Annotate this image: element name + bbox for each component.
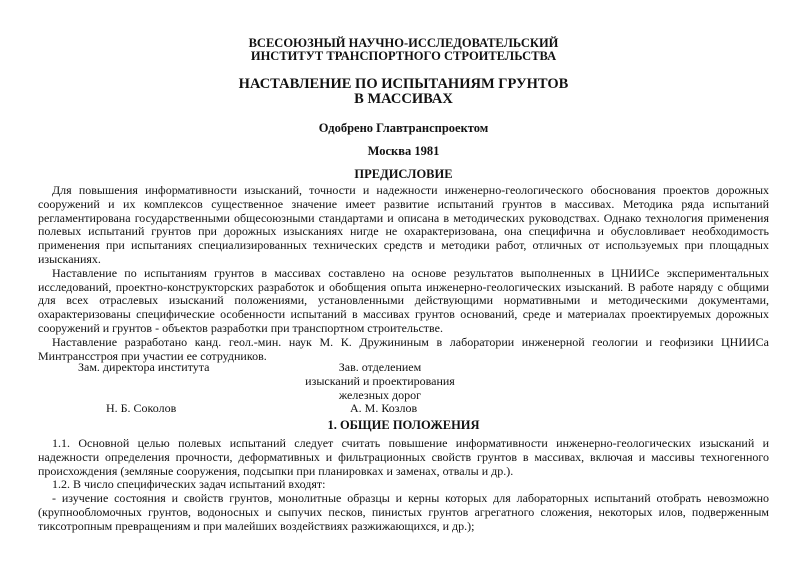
right-signatory-title: [300, 360, 460, 402]
section-body: [38, 437, 769, 534]
left-signatory-name: Н. Б. Соколов: [106, 401, 177, 415]
preface-paragraph-1: Для повышения информативности изысканий, точности и надежности инженерно-геологического обоснования проектов дорожных сооружений и их комплексов существенное значение имеет развитие испытаний грунтов в массивах. Методика ряда испытаний регламентирована государственными общесоюзными стандартами и описана в методических руководствах. Однако технология применения полевых испытаний грунтов при дорожных изысканиях нигде не охарактеризована, она специфична и обусловливает необходимость применения при испытаниях специализированных технических средств и методики работ, отличных от используемых при площадных изысканиях.: [38, 183, 769, 266]
institute-name: [0, 37, 807, 63]
section-paragraph-2: 1.2. В число специфических задач испытаний входят:: [52, 477, 326, 492]
section-paragraph-1: 1.1. Основной целью полевых испытаний следует считать повышение информативности инженерно-геологических изысканий и надежности определения прочности, деформативных и фильтрационных свойств грунтов в массивах, включая и массивы техногенного происхождения (земляные сооружения, подсыпки при планировках и заменах, отвалы и др.).: [38, 436, 769, 478]
institute-line-2: ИНСТИТУТ ТРАНСПОРТНОГО СТРОИТЕЛЬСТВА: [250, 49, 557, 63]
right-title-line-1: Зав. отделением: [338, 360, 422, 374]
left-signatory-title: Зам. директора института: [78, 360, 210, 374]
right-title-line-2: изысканий и проектирования: [305, 374, 455, 388]
preface-heading: ПРЕДИСЛОВИЕ: [354, 167, 453, 181]
institute-line-1: ВСЕСОЮЗНЫЙ НАУЧНО-ИССЛЕДОВАТЕЛЬСКИЙ: [248, 36, 559, 50]
document-title: [0, 77, 807, 107]
section-paragraph-3: - изучение состояния и свойств грунтов, монолитные образцы и керны которых для лабораторных испытаний отобрать невозможно (крупнообломочных грунтов, водоносных и сыпучих песков, пинистых грунтов агрегатного сложения, некоторых илов, подверженным тиксотропным превращениям и при малейших воздействиях разжижающихся, и др.);: [38, 491, 769, 533]
preface-paragraph-2: Наставление по испытаниям грунтов в массивах составлено на основе результатов выполненных в ЦНИИСе экспериментальных исследований, проектно-конструкторских разработок и обобщения опыта инженерно-геологических изысканий. В работе наряду с общими для всех отраслевых изысканий положениями, установленными действующими нормативными и методическими документами, охарактеризованы специфические особенности испытаний в массивах грунтов оснований, среде и материалах проектируемых дорожных сооружений и грунтов - объектов разработки при транспортном строительстве.: [38, 265, 769, 335]
title-line-2: В МАССИВАХ: [354, 91, 453, 107]
right-signatory-name: А. М. Козлов: [350, 401, 418, 415]
title-line-1: НАСТАВЛЕНИЕ ПО ИСПЫТАНИЯМ ГРУНТОВ: [238, 76, 569, 92]
preface-paragraph-3: Наставление разработано канд. геол.-мин. наук М. К. Дружининым в лаборатории инженерной геологии и геофизики ЦНИИСа Минтрансстроя при участии ее сотрудников.: [38, 334, 769, 363]
preface-body: [38, 184, 769, 363]
right-title-line-3: железных дорог: [338, 388, 422, 402]
section-heading: 1. ОБЩИЕ ПОЛОЖЕНИЯ: [327, 418, 480, 432]
approved-by: Одобрено Главтранспроектом: [318, 121, 489, 135]
city-year: Москва 1981: [367, 144, 440, 158]
